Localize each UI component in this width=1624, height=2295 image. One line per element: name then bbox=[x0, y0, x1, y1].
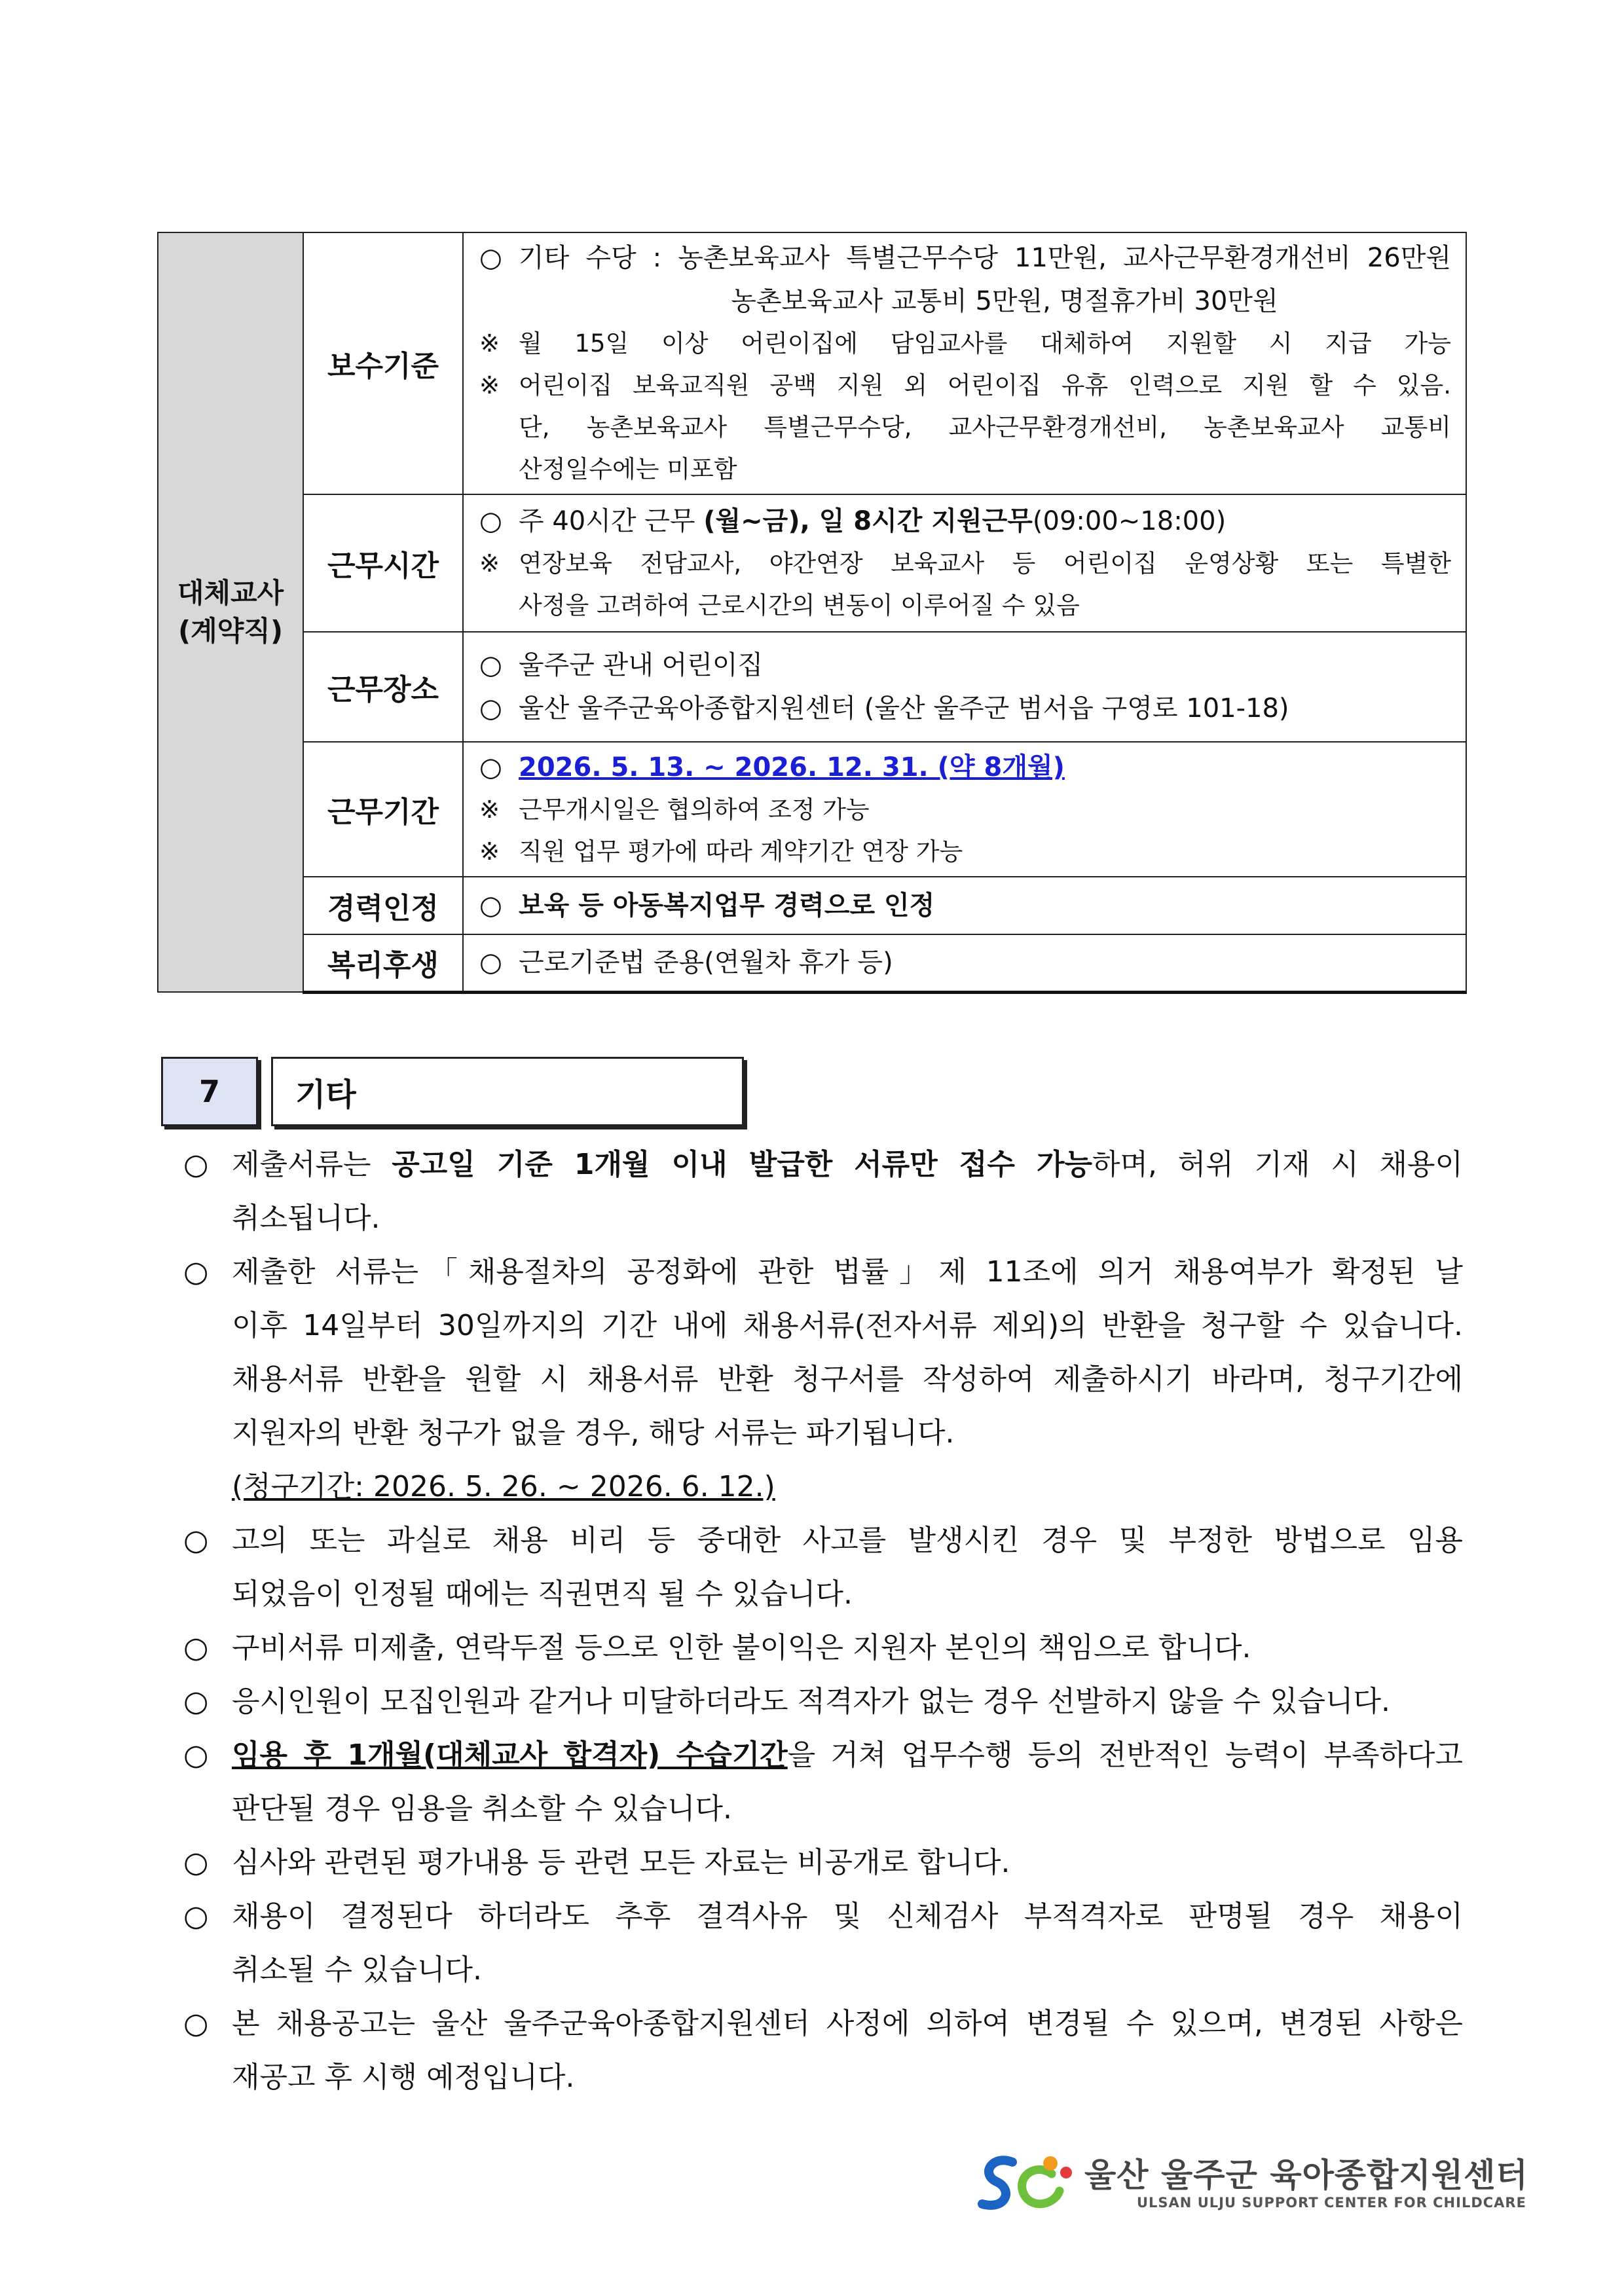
reference-mark-icon: ※ bbox=[479, 837, 500, 866]
circle-bullet-icon: ○ bbox=[183, 1524, 209, 1557]
reference-mark-icon: ※ bbox=[479, 549, 500, 578]
table-row bbox=[158, 934, 1466, 992]
table-row bbox=[158, 232, 1466, 494]
row-content bbox=[463, 632, 1466, 742]
table-row bbox=[158, 494, 1466, 632]
circle-bullet-icon: ○ bbox=[183, 1631, 209, 1664]
row-content bbox=[463, 877, 1466, 934]
row-label: 복리후생 bbox=[303, 934, 463, 992]
list-item: ○ 임용 후 1개월(대체교사 합격자) 수습기간을 거쳐 업무수행 등의 전반적인 능력이 부족하다고 판단될 경우 임용을 취소할 수 있습니다. bbox=[183, 1729, 1463, 1836]
content-line: 사정을 고려하여 근로시간의 변동이 이루어질 수 있음 bbox=[519, 591, 1080, 619]
list-item: ○ 채용이 결정된다 하더라도 추후 결격사유 및 신체검사 부적격자로 판명될 경우 채용이 취소될 수 있습니다. bbox=[183, 1890, 1463, 1997]
content-line: 단, 농촌보육교사 특별근무수당, 교사근무환경개선비, 농촌보육교사 교통비 bbox=[519, 413, 1451, 441]
section-title: 기타 bbox=[295, 1076, 356, 1113]
circle-bullet-icon: ○ bbox=[183, 1255, 209, 1289]
section-title-box bbox=[271, 1057, 744, 1126]
content-line: ※ 어린이집 보육교직원 공백 지원 외 어린이집 유휴 인력으로 지원 할 수 있음. bbox=[479, 365, 1451, 407]
row-label: 근무기간 bbox=[303, 742, 463, 877]
content-line: 산정일수에는 미포함 bbox=[519, 455, 737, 483]
circle-bullet-icon: ○ bbox=[479, 506, 502, 536]
content-line: ○ 울주군 관내 어린이집 bbox=[479, 644, 1451, 687]
circle-bullet-icon: ○ bbox=[183, 1846, 209, 1879]
row-content bbox=[463, 742, 1466, 877]
circle-bullet-icon: ○ bbox=[479, 243, 502, 273]
content-line: ※ 근무개시일은 협의하여 조정 가능 bbox=[479, 789, 1451, 831]
reference-mark-icon: ※ bbox=[479, 796, 500, 824]
list-item: ○ 고의 또는 과실로 채용 비리 등 중대한 사고를 발생시킨 경우 및 부정한 방법으로 임용 되었음이 인정될 때에는 직권면직 될 수 있습니다. bbox=[183, 1514, 1463, 1621]
list-item: ○ 본 채용공고는 울산 울주군육아종합지원센터 사정에 의하여 변경될 수 있으며, 변경된 사항은 재공고 후 시행 예정입니다. bbox=[183, 1997, 1463, 2104]
reference-mark-icon: ※ bbox=[479, 329, 500, 358]
content-line bbox=[479, 746, 1451, 789]
list-item: ○ 응시인원이 모집인원과 같거나 미달하더라도 적격자가 없는 경우 선발하지 않을 수 있습니다. bbox=[183, 1675, 1463, 1729]
row-content bbox=[463, 232, 1466, 494]
employment-conditions-table bbox=[157, 232, 1467, 994]
circle-bullet-icon: ○ bbox=[183, 2007, 209, 2040]
row-label: 경력인정 bbox=[303, 877, 463, 934]
circle-bullet-icon: ○ bbox=[183, 1738, 209, 1772]
category-sub-label: (계약직) bbox=[177, 615, 284, 647]
logo-name-english: ULSAN ULJU SUPPORT CENTER FOR CHILDCARE bbox=[1137, 2195, 1526, 2211]
logo-name-korean: 울산 울주군 육아종합지원센터 bbox=[1084, 2156, 1528, 2194]
content-line: ※ 연장보육 전담교사, 야간연장 보육교사 등 어린이집 운영상황 또는 특별한 bbox=[479, 543, 1451, 585]
reference-mark-icon: ※ bbox=[479, 371, 500, 399]
content-line: ○ 보육 등 아동복지업무 경력으로 인정 bbox=[479, 884, 1451, 927]
content-line: ○ 기타 수당 : 농촌보육교사 특별근무수당 11만원, 교사근무환경개선비 26만원 bbox=[479, 236, 1451, 280]
claim-period: (청구기간: 2026. 5. 26. ~ 2026. 6. 12.) bbox=[232, 1470, 775, 1503]
row-label: 근무시간 bbox=[303, 494, 463, 632]
section-number: 7 bbox=[161, 1057, 258, 1126]
circle-bullet-icon: ○ bbox=[183, 1685, 209, 1718]
category-label: 대체교사 bbox=[177, 577, 284, 609]
list-item: ○ 심사와 관련된 평가내용 등 관련 모든 자료는 비공개로 합니다. bbox=[183, 1836, 1463, 1890]
circle-bullet-icon: ○ bbox=[479, 752, 502, 782]
circle-bullet-icon: ○ bbox=[479, 693, 502, 724]
list-item: ○ 제출한 서류는「채용절차의 공정화에 관한 법률」제 11조에 의거 채용여부가 확정된 날 이후 14일부터 30일까지의 기간 내에 채용서류(전자서류 제외)의 반환을 청구할 수 있습니다. 채용서류 반환을 원할 시 채용서류 반환 청구서를 작성하여 제출하시기 바라며, 청구기간에 지원자의 반환 청구가 없을 경우, 해당 서류는 파기됩니다. (청구기간: 2026. 5. 26. ~ 2026. 6. 12.) bbox=[183, 1245, 1463, 1514]
content-line: ○ 근로기준법 준용(연월차 휴가 등) bbox=[479, 941, 1451, 984]
list-item: ○ 구비서류 미제출, 연락두절 등으로 인한 불이익은 지원자 본인의 책임으로 합니다. bbox=[183, 1621, 1463, 1675]
category-cell bbox=[158, 232, 303, 992]
list-item: ○ 제출서류는 공고일 기준 1개월 이내 발급한 서류만 접수 가능하며, 허위 기재 시 채용이 취소됩니다. bbox=[183, 1138, 1463, 1245]
notes-list bbox=[183, 1138, 1463, 2104]
circle-bullet-icon: ○ bbox=[479, 650, 502, 680]
row-label: 근무장소 bbox=[303, 632, 463, 742]
center-logo-icon bbox=[973, 2148, 1078, 2220]
row-label: 보수기준 bbox=[303, 232, 463, 494]
row-content bbox=[463, 494, 1466, 632]
circle-bullet-icon: ○ bbox=[479, 890, 502, 921]
circle-bullet-icon: ○ bbox=[479, 947, 502, 978]
content-line: ○ 주 40시간 근무 (월~금), 일 8시간 지원근무(09:00~18:00) bbox=[479, 500, 1451, 543]
content-line: 농촌보육교사 교통비 5만원, 명절휴가비 30만원 bbox=[731, 286, 1278, 316]
content-line: ※ 직원 업무 평가에 따라 계약기간 연장 가능 bbox=[479, 831, 1451, 873]
circle-bullet-icon: ○ bbox=[183, 1148, 209, 1181]
content-line: ※ 월 15일 이상 어린이집에 담임교사를 대체하여 지원할 시 지급 가능 bbox=[479, 323, 1451, 365]
table-row bbox=[158, 742, 1466, 877]
table-row bbox=[158, 632, 1466, 742]
row-content bbox=[463, 934, 1466, 992]
circle-bullet-icon: ○ bbox=[183, 1900, 209, 1933]
work-period-dates: 2026. 5. 13. ~ 2026. 12. 31. (약 8개월) bbox=[519, 752, 1065, 782]
table-row bbox=[158, 877, 1466, 934]
content-line: ○ 울산 울주군육아종합지원센터 (울산 울주군 범서읍 구영로 101-18) bbox=[479, 687, 1451, 730]
